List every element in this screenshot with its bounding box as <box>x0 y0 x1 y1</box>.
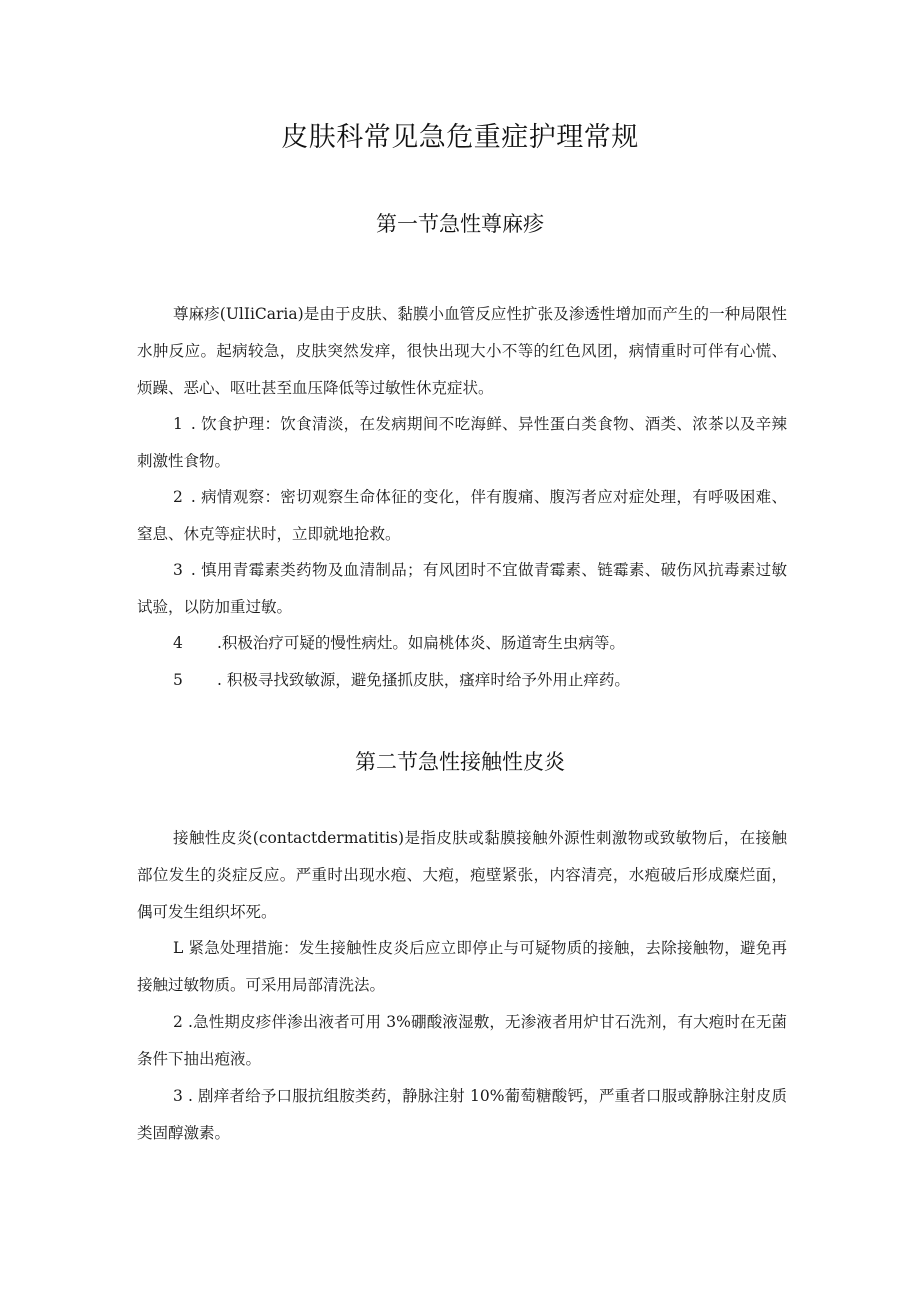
item-text: . 剧痒者给予口服抗组胺类药，静脉注射 10%葡萄糖酸钙，严重者口服或静脉注射皮质类固醇激素。 <box>137 1087 787 1142</box>
item-text: . 积极寻找致敏源，避免搔抓皮肤，瘙痒时给予外用止痒药。 <box>217 671 630 689</box>
item-text: . 慎用青霉素类药物及血清制品；有风团时不宜做青霉素、链霉素、破伤风抗毒素过敏试验，以防加重过敏。 <box>137 561 787 616</box>
item-number: 2 <box>173 1013 183 1031</box>
item-number: 2 <box>173 488 183 506</box>
item-number: 3 <box>173 561 183 579</box>
item-number: 3 <box>173 1087 183 1105</box>
section-1-item-1 <box>137 406 787 480</box>
item-text: .急性期皮疹伴渗出液者可用 3%硼酸液湿敷，无渗液者用炉甘石洗剂，有大疱时在无菌条件下抽出疱液。 <box>137 1013 787 1068</box>
section-1-item-2 <box>137 479 787 553</box>
document-title: 皮肤科常见急危重症护理常规 <box>281 122 639 153</box>
section-2-item-1: L 紧急处理措施：发生接触性皮炎后应立即停止与可疑物质的接触，去除接触物，避免再接触过敏物质。可采用局部清洗法。 <box>137 939 787 994</box>
section-1-item-3 <box>137 552 787 626</box>
section-1-heading: 第一节急性尊麻疹 <box>376 212 544 236</box>
section-2-intro: 接触性皮炎(contactdermatitis)是指皮肤或黏膜接触外源性刺激物或致敏物后，在接触部位发生的炎症反应。严重时出现水疱、大疱，疱壁紧张，内容清亮，水疱破后形成糜烂面，偶可发生组织坏死。 <box>137 829 787 921</box>
section-2-heading: 第二节急性接触性皮炎 <box>355 750 565 774</box>
item-number: 5 <box>173 671 183 689</box>
section-1-item-4 <box>137 625 787 662</box>
section-1-item-5 <box>137 662 787 699</box>
item-text: . 病情观察：密切观察生命体征的变化，伴有腹痛、腹泻者应对症处理，有呼吸困难、窒息、休克等症状时，立即就地抢救。 <box>137 488 787 543</box>
item-number: 1 <box>173 415 183 433</box>
item-number: 4 <box>173 634 183 652</box>
section-2-item-3 <box>137 1078 787 1152</box>
item-text: . 饮食护理：饮食清淡，在发病期间不吃海鲜、异性蛋白类食物、酒类、浓茶以及辛辣刺激性食物。 <box>137 415 787 470</box>
item-text: .积极治疗可疑的慢性病灶。如扁桃体炎、肠道寄生虫病等。 <box>217 634 625 652</box>
section-1-intro: 尊麻疹(UlIiCaria)是由于皮肤、黏膜小血管反应性扩张及渗透性增加而产生的一种局限性水肿反应。起病较急，皮肤突然发痒，很快出现大小不等的红色风团，病情重时可伴有心慌、烦躁、恶心、呕吐甚至血压降低等过敏性休克症状。 <box>137 305 787 397</box>
section-2-item-2 <box>137 1004 787 1078</box>
